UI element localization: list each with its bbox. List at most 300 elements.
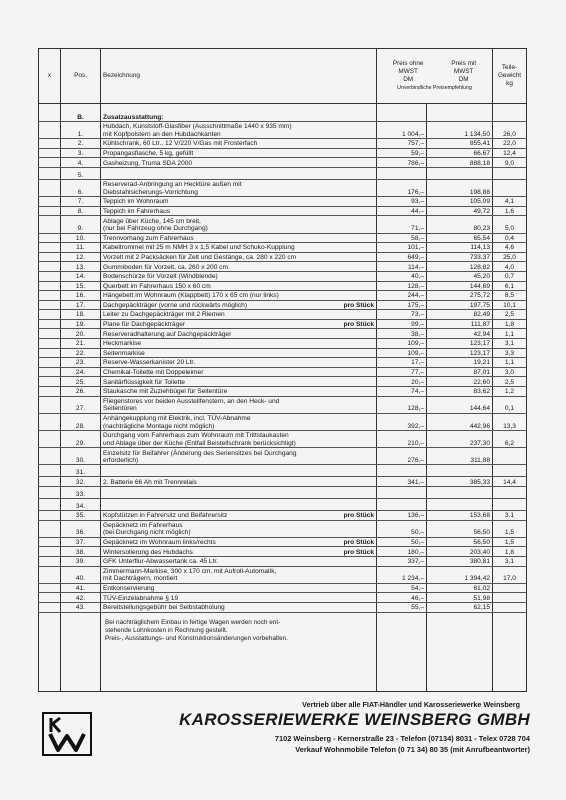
- table-row: [39, 243, 527, 253]
- table-row: [39, 602, 527, 612]
- row-price-net: 74,–: [377, 387, 427, 397]
- row-price-net: 757,–: [377, 139, 427, 149]
- row-weight: 1,8: [493, 547, 527, 557]
- table-row: [39, 339, 527, 349]
- row-pos: 27.: [61, 396, 101, 413]
- row-pos: 13.: [61, 262, 101, 272]
- row-description-text: Bereitstellungsgebühr bei Selbstabholung: [103, 604, 225, 612]
- row-price-net: 128,–: [377, 396, 427, 413]
- company-address: 7102 Weinsberg - Kernerstraße 23 - Telefon (07134) 8031 - Telex 0728 704: [274, 734, 530, 743]
- row-description: [101, 216, 377, 233]
- table-body: [39, 104, 527, 613]
- row-description-text: Staukasche mit Zuziehbügel für Seitentüre: [103, 388, 228, 396]
- row-x: [39, 367, 61, 377]
- row-description: [101, 271, 377, 281]
- row-x: [39, 537, 61, 547]
- row-x: [39, 396, 61, 413]
- row-price-net: 109,–: [377, 348, 427, 358]
- table-row: [39, 431, 527, 448]
- row-weight: 0,4: [493, 233, 527, 243]
- row-x: [39, 387, 61, 397]
- row-weight: 1,8: [493, 319, 527, 329]
- row-x: [39, 291, 61, 301]
- table-row: [39, 148, 527, 158]
- row-price-gross: 380,81: [427, 556, 493, 566]
- row-description-text: Gepäcknetz im Fahrerhaus (bei Durchgang nicht möglich): [103, 521, 191, 537]
- col-price-header: [377, 49, 493, 104]
- row-price-gross: 65,54: [427, 233, 493, 243]
- section-pos: B.: [61, 104, 101, 122]
- row-x: [39, 602, 61, 612]
- row-description: [101, 556, 377, 566]
- row-weight: [493, 167, 527, 179]
- row-pos: 1.: [61, 122, 101, 139]
- row-price-gross: 385,33: [427, 477, 493, 487]
- row-description-text: Vorzelt mit 2 Packsäcken für Zelt und Gestänge, ca. 280 x 220 cm: [103, 253, 297, 261]
- row-price-net: 180,–: [377, 547, 427, 557]
- row-price-net: 40,–: [377, 271, 427, 281]
- notes-text: Bei nachträglichem Einbau in fertige Wagen werden noch ent- stehende Lohnkosten in Rechnung gestellt. Preis-, Ausstattungs- und Konstruktionsänderungen vorbehalten.: [101, 612, 377, 691]
- row-x: [39, 329, 61, 339]
- table-header: [39, 49, 527, 104]
- company-name: KAROSSERIEWERKE WEINSBERG GMBH: [179, 710, 530, 729]
- row-description-text: Reserve-Wasserkanister 20 Ltr.: [103, 359, 196, 367]
- row-price-gross: 237,30: [427, 431, 493, 448]
- row-weight: 9,0: [493, 158, 527, 168]
- row-price-gross: 855,41: [427, 139, 493, 149]
- row-x: [39, 179, 61, 196]
- table-row: [39, 122, 527, 139]
- row-pos: 3.: [61, 148, 101, 158]
- row-price-gross: [427, 167, 493, 179]
- row-price-net: 136,–: [377, 510, 427, 520]
- row-price-net: 786,–: [377, 158, 427, 168]
- row-x: [39, 281, 61, 291]
- row-x: [39, 431, 61, 448]
- row-price-gross: 105,09: [427, 197, 493, 207]
- row-x: [39, 377, 61, 387]
- row-price-net: 649,–: [377, 252, 427, 262]
- table-row: [39, 537, 527, 547]
- row-x: [39, 139, 61, 149]
- row-price-gross: 56,50: [427, 537, 493, 547]
- row-price-gross: 22,60: [427, 377, 493, 387]
- row-pos: 9.: [61, 216, 101, 233]
- row-pos: 29.: [61, 431, 101, 448]
- table-row: [39, 271, 527, 281]
- row-pos: 19.: [61, 319, 101, 329]
- row-description: [101, 477, 377, 487]
- col-bezeichnung-header: Bezeichnung: [101, 49, 377, 104]
- row-pos: 43.: [61, 602, 101, 612]
- row-weight: 2,5: [493, 310, 527, 320]
- row-price-net: 109,–: [377, 339, 427, 349]
- row-price-gross: 82,49: [427, 310, 493, 320]
- row-price-net: 50,–: [377, 520, 427, 537]
- table-row: [39, 233, 527, 243]
- row-x: [39, 197, 61, 207]
- row-description-text: Zimmermann-Markise, 300 x 170 cm, mit Aufroll-Automatik, mit Dachträgern, montiert: [103, 567, 277, 583]
- row-description: [101, 486, 377, 498]
- row-x: [39, 243, 61, 253]
- row-description-text: Gummiboden für Vorzelt, ca. 260 x 200 cm: [103, 263, 228, 271]
- row-x: [39, 252, 61, 262]
- row-weight: 6,1: [493, 281, 527, 291]
- row-x: [39, 566, 61, 583]
- row-description: [101, 348, 377, 358]
- row-description-text: Chemikal-Toilette mit Doppeleimer: [103, 369, 204, 377]
- row-description-text: Einzelsitz für Beifahrer (Änderung des Seriensitzes bei Durchgang erforderlich): [103, 449, 297, 464]
- row-description-text: Kabeltrommel mit 25 m NMH 3 x 1,5 Kabel und Schuko-Kupplung: [103, 244, 295, 252]
- row-price-gross: 128,82: [427, 262, 493, 272]
- row-x: [39, 556, 61, 566]
- row-price-gross: 62,15: [427, 602, 493, 612]
- row-weight: 4,6: [493, 243, 527, 253]
- table-row: [39, 520, 527, 537]
- row-description-text: Plane für Dachgepäckträger: [103, 321, 186, 329]
- row-pos: 4.: [61, 158, 101, 168]
- row-description: [101, 179, 377, 196]
- row-price-gross: 80,23: [427, 216, 493, 233]
- row-description-text: Gepäcknetz im Wohnraum links/rechts: [103, 538, 216, 546]
- row-x: [39, 339, 61, 349]
- row-description: [101, 396, 377, 413]
- row-description-text: Reserveradhalterung auf Dachgepäckträger: [103, 330, 232, 338]
- row-price-gross: [427, 465, 493, 477]
- row-price-net: 244,–: [377, 291, 427, 301]
- row-pos: 11.: [61, 243, 101, 253]
- row-description: [101, 465, 377, 477]
- row-description: [101, 431, 377, 448]
- row-weight: 25,0: [493, 252, 527, 262]
- row-weight: 1,2: [493, 387, 527, 397]
- row-x: [39, 233, 61, 243]
- row-weight: 1,6: [493, 206, 527, 216]
- row-price-gross: 1 134,50: [427, 122, 493, 139]
- row-x: [39, 593, 61, 603]
- row-description: [101, 367, 377, 377]
- row-weight: 1,1: [493, 358, 527, 368]
- row-price-net: 337,–: [377, 556, 427, 566]
- row-description-text: Fliegenstores vor beiden Ausstellfenstern, an den Heck- und Seitentüren: [103, 398, 280, 413]
- row-description-text: Sanitärflüssigkeit für Toilette: [103, 378, 185, 386]
- row-description-text: Hubdach, Kunststoff-Glasfiber (Ausschnittmaße 1440 x 935 mm) mit Kopfpolstern an den Hubdachkanten: [103, 123, 292, 138]
- row-description-text: Heckmarkise: [103, 340, 142, 348]
- row-description: [101, 291, 377, 301]
- row-x: [39, 300, 61, 310]
- row-price-net: [377, 498, 427, 510]
- row-description: [101, 520, 377, 537]
- row-description: [101, 547, 377, 557]
- row-description: [101, 602, 377, 612]
- table-row: [39, 566, 527, 583]
- table-row: [39, 367, 527, 377]
- row-weight: 22,0: [493, 139, 527, 149]
- table-row: [39, 593, 527, 603]
- row-weight: 1,1: [493, 329, 527, 339]
- row-per-piece: pro Stück: [343, 538, 374, 546]
- row-price-gross: 45,20: [427, 271, 493, 281]
- row-x: [39, 486, 61, 498]
- table-row: [39, 139, 527, 149]
- table-row: [39, 413, 527, 430]
- row-x: [39, 319, 61, 329]
- row-price-net: 101,–: [377, 243, 427, 253]
- row-price-net: 46,–: [377, 593, 427, 603]
- notes-row: [39, 612, 527, 691]
- price-table: [38, 48, 527, 692]
- row-weight: 4,1: [493, 197, 527, 207]
- row-price-net: [377, 465, 427, 477]
- row-pos: 28.: [61, 413, 101, 430]
- table-row: [39, 556, 527, 566]
- row-price-net: 38,–: [377, 329, 427, 339]
- row-price-net: 176,–: [377, 179, 427, 196]
- price-note: Unverbindliche Preisempfehlung: [397, 85, 472, 91]
- row-description-text: Durchgang vom Fahrerhaus zum Wohnraum mit Trittstaukasten und Ablage über der Küche (Entfall Beistellschrank berücksichtigt): [103, 432, 296, 447]
- row-x: [39, 583, 61, 593]
- row-price-gross: 198,88: [427, 179, 493, 196]
- row-weight: [493, 583, 527, 593]
- row-weight: 6,2: [493, 431, 527, 448]
- row-description-text: Dachgepäckträger (vorne und rückwärts möglich): [103, 301, 248, 309]
- table-row: [39, 319, 527, 329]
- table-row: [39, 448, 527, 465]
- row-price-net: [377, 486, 427, 498]
- row-weight: 5,0: [493, 216, 527, 233]
- row-pos: 2.: [61, 139, 101, 149]
- row-weight: 3,1: [493, 510, 527, 520]
- table-row: [39, 179, 527, 196]
- row-x: [39, 148, 61, 158]
- section-title: Zusatzausstattung:: [101, 104, 377, 122]
- row-price-net: 99,–: [377, 319, 427, 329]
- row-description: [101, 319, 377, 329]
- row-weight: [493, 498, 527, 510]
- kw-logo-icon: [42, 712, 92, 756]
- row-description: [101, 262, 377, 272]
- row-description-text: Querbett im Fahrerhaus 150 x 60 cm: [103, 282, 211, 290]
- row-price-net: 392,–: [377, 413, 427, 430]
- col-price-net-header: Preis ohne MWST DM: [392, 60, 424, 83]
- row-x: [39, 310, 61, 320]
- row-description: [101, 566, 377, 583]
- row-weight: [493, 179, 527, 196]
- row-description: [101, 537, 377, 547]
- row-price-net: 175,–: [377, 300, 427, 310]
- row-description: [101, 448, 377, 465]
- row-description: [101, 252, 377, 262]
- row-price-gross: 203,40: [427, 547, 493, 557]
- row-description: [101, 158, 377, 168]
- row-description: [101, 310, 377, 320]
- row-weight: 3,1: [493, 339, 527, 349]
- row-price-net: 55,–: [377, 602, 427, 612]
- table-row: [39, 216, 527, 233]
- table-row: [39, 262, 527, 272]
- row-x: [39, 262, 61, 272]
- row-price-gross: 87,01: [427, 367, 493, 377]
- row-x: [39, 348, 61, 358]
- row-pos: 16.: [61, 291, 101, 301]
- row-price-gross: 83,62: [427, 387, 493, 397]
- row-price-net: 114,–: [377, 262, 427, 272]
- row-per-piece: pro Stück: [343, 321, 374, 329]
- row-description-text: Anhängekupplung mit Elektrik, incl. TÜV-Abnahme (nachträgliche Montage nicht möglich): [103, 415, 251, 430]
- table-row: [39, 387, 527, 397]
- row-pos: 41.: [61, 583, 101, 593]
- table-row: [39, 510, 527, 520]
- row-price-net: [377, 167, 427, 179]
- row-weight: 3,0: [493, 367, 527, 377]
- row-description: [101, 300, 377, 310]
- row-per-piece: pro Stück: [343, 512, 374, 520]
- row-x: [39, 477, 61, 487]
- row-description: [101, 413, 377, 430]
- row-pos: 33.: [61, 486, 101, 498]
- row-price-gross: [427, 498, 493, 510]
- row-description-text: Teppich im Wohnraum: [103, 198, 169, 206]
- table-row: [39, 486, 527, 498]
- row-description: [101, 243, 377, 253]
- row-weight: 4,0: [493, 262, 527, 272]
- row-price-gross: [427, 486, 493, 498]
- row-weight: 14,4: [493, 477, 527, 487]
- row-x: [39, 206, 61, 216]
- row-per-piece: pro Stück: [343, 548, 374, 556]
- row-pos: 34.: [61, 498, 101, 510]
- row-pos: 39.: [61, 556, 101, 566]
- row-x: [39, 520, 61, 537]
- row-description-text: Wintersolierung des Hubdachs: [103, 548, 193, 556]
- table-row: [39, 206, 527, 216]
- row-pos: 21.: [61, 339, 101, 349]
- row-price-net: 276,–: [377, 448, 427, 465]
- row-description-text: Kühlschrank, 60 Ltr., 12 V/220 V/Gas mit Frosterfach: [103, 140, 258, 148]
- row-description: [101, 281, 377, 291]
- row-price-gross: 144,64: [427, 396, 493, 413]
- row-price-net: 71,–: [377, 216, 427, 233]
- row-weight: 13,3: [493, 413, 527, 430]
- row-description: [101, 377, 377, 387]
- table-row: [39, 377, 527, 387]
- row-pos: 15.: [61, 281, 101, 291]
- row-description-text: Seitenmarkise: [103, 349, 145, 357]
- row-x: [39, 358, 61, 368]
- table-row: [39, 498, 527, 510]
- row-description: [101, 339, 377, 349]
- row-pos: 17.: [61, 300, 101, 310]
- table-row: [39, 291, 527, 301]
- row-weight: [493, 448, 527, 465]
- row-weight: 0,7: [493, 271, 527, 281]
- col-weight-header: Teile- Gewicht kg: [493, 49, 527, 104]
- row-description-text: Kopfstützen in Fahrersitz und Beifahrersitz: [103, 512, 228, 520]
- row-price-net: 73,–: [377, 310, 427, 320]
- row-price-net: 210,–: [377, 431, 427, 448]
- row-description: [101, 583, 377, 593]
- row-description-text: Teppich im Fahrerhaus: [103, 207, 171, 215]
- table-row: [39, 583, 527, 593]
- row-description: [101, 593, 377, 603]
- row-pos: 32.: [61, 477, 101, 487]
- row-description-text: Ablage über Küche, 145 cm breit, (nur bei Fahrzeug ohne Durchgang): [103, 217, 208, 233]
- table-row: [39, 348, 527, 358]
- row-description: [101, 387, 377, 397]
- row-pos: 40.: [61, 566, 101, 583]
- table-row: [39, 396, 527, 413]
- col-x-header: x: [39, 49, 61, 104]
- table-row: [39, 300, 527, 310]
- row-per-piece: pro Stück: [343, 301, 374, 309]
- table-row: [39, 167, 527, 179]
- row-pos: 24.: [61, 367, 101, 377]
- row-description-text: Gasheizung, Truma SDA 2000: [103, 159, 193, 167]
- row-price-net: 59,–: [377, 148, 427, 158]
- row-x: [39, 167, 61, 179]
- table-row: [39, 158, 527, 168]
- table-row: [39, 477, 527, 487]
- row-weight: 17,0: [493, 566, 527, 583]
- table-row: [39, 547, 527, 557]
- row-price-gross: 311,88: [427, 448, 493, 465]
- row-pos: 18.: [61, 310, 101, 320]
- row-price-gross: 733,37: [427, 252, 493, 262]
- row-description-text: Hängebett im Wohnraum (Klappbett) 170 x 65 cm (nur links): [103, 292, 279, 300]
- row-price-gross: 123,17: [427, 348, 493, 358]
- row-description: [101, 233, 377, 243]
- row-price-gross: 111,87: [427, 319, 493, 329]
- row-description-text: GFK Unterflur-Abwassertank ca. 45 Ltr.: [103, 558, 219, 566]
- row-price-net: 58,–: [377, 233, 427, 243]
- row-weight: 3,3: [493, 348, 527, 358]
- row-price-gross: 888,18: [427, 158, 493, 168]
- row-price-gross: 51,98: [427, 593, 493, 603]
- section-row: [39, 104, 527, 122]
- table-row: [39, 252, 527, 262]
- row-weight: 2,5: [493, 377, 527, 387]
- row-description: [101, 358, 377, 368]
- row-weight: [493, 465, 527, 477]
- row-pos: 25.: [61, 377, 101, 387]
- row-price-net: 1 234,–: [377, 566, 427, 583]
- row-weight: 1,5: [493, 537, 527, 547]
- row-price-net: 20,–: [377, 377, 427, 387]
- row-pos: 35.: [61, 510, 101, 520]
- row-description: [101, 139, 377, 149]
- row-price-net: 54,–: [377, 583, 427, 593]
- row-price-gross: 56,50: [427, 520, 493, 537]
- row-price-gross: 442,96: [427, 413, 493, 430]
- row-weight: 1,5: [493, 520, 527, 537]
- row-price-gross: 197,75: [427, 300, 493, 310]
- row-weight: 12,4: [493, 148, 527, 158]
- row-x: [39, 122, 61, 139]
- row-description: [101, 510, 377, 520]
- row-description-text: TÜV-Einzelabnahme § 19: [103, 594, 179, 602]
- row-pos: 22.: [61, 348, 101, 358]
- row-pos: 14.: [61, 271, 101, 281]
- row-pos: 36.: [61, 520, 101, 537]
- row-price-gross: 42,94: [427, 329, 493, 339]
- row-description: [101, 167, 377, 179]
- table-row: [39, 197, 527, 207]
- row-price-gross: 19,21: [427, 358, 493, 368]
- row-price-net: 50,–: [377, 537, 427, 547]
- row-price-gross: 275,72: [427, 291, 493, 301]
- col-pos-header: Pos.: [61, 49, 101, 104]
- table-row: [39, 310, 527, 320]
